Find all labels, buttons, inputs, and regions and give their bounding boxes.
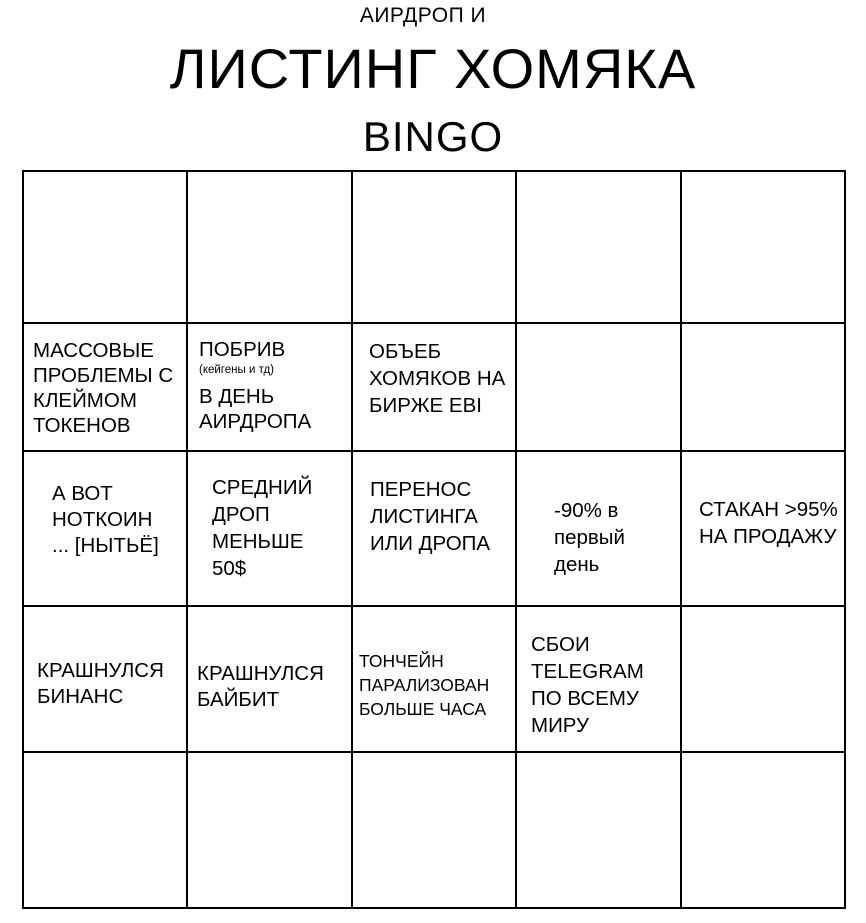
page-subtitle: АИРДРОП И — [359, 4, 487, 27]
bingo-cell-r4c5[interactable] — [682, 607, 846, 753]
cell-text: -90% в первый день — [554, 499, 625, 576]
cell-text: СБОИ TELEGRAM ПО ВСЕМУ МИРУ — [531, 633, 644, 737]
bingo-cell-r1c5[interactable] — [682, 172, 846, 324]
cell-text-block — [199, 337, 349, 434]
cell-text: ПЕРЕНОС ЛИСТИНГА ИЛИ ДРОПА — [370, 478, 491, 555]
bingo-cell-r2c3[interactable] — [353, 324, 517, 452]
cell-text: МАССОВЫЕ ПРОБЛЕМЫ С КЛЕЙМОМ ТОКЕНОВ — [33, 339, 174, 437]
bingo-cell-r5c2[interactable] — [188, 753, 353, 909]
bingo-cell-r2c5[interactable] — [682, 324, 846, 452]
cell-text: ТОНЧЕЙН ПАРАЛИЗОВАН БОЛЬШЕ ЧАСА — [359, 651, 490, 719]
bingo-cell-r3c3[interactable] — [353, 452, 517, 607]
bingo-cell-r4c4[interactable] — [517, 607, 682, 753]
cell-text: А ВОТ НОТКОИН ... [НЫТЬЁ] — [52, 482, 159, 557]
bingo-cell-r5c5[interactable] — [682, 753, 846, 909]
bingo-cell-r3c4[interactable] — [517, 452, 682, 607]
cell-text: СТАКАН >95% НА ПРОДАЖУ — [699, 498, 838, 548]
bingo-cell-r3c2[interactable] — [188, 452, 353, 607]
cell-note: (кейгены и тд) — [199, 364, 275, 376]
cell-text: В ДЕНЬ АИРДРОПА — [199, 385, 312, 433]
page-title: ЛИСТИНГ ХОМЯКА — [169, 37, 697, 100]
bingo-cell-r3c1[interactable] — [24, 452, 188, 607]
cell-text: ПОБРИВ — [199, 338, 286, 361]
bingo-cell-r1c2[interactable] — [188, 172, 353, 324]
bingo-label: BINGO — [362, 113, 504, 160]
cell-text: ОБЪЕБ ХОМЯКОВ НА БИРЖЕ EBI — [369, 340, 506, 417]
bingo-cell-r5c3[interactable] — [353, 753, 517, 909]
cell-text: КРАШНУЛСЯ БИНАНС — [37, 659, 164, 708]
bingo-cell-r1c1[interactable] — [24, 172, 188, 324]
bingo-cell-r5c1[interactable] — [24, 753, 188, 909]
bingo-grid — [22, 170, 846, 909]
cell-text: КРАШНУЛСЯ БАЙБИТ — [197, 662, 324, 711]
bingo-cell-r4c1[interactable] — [24, 607, 188, 753]
bingo-cell-r5c4[interactable] — [517, 753, 682, 909]
bingo-cell-r1c4[interactable] — [517, 172, 682, 324]
bingo-cell-r4c2[interactable] — [188, 607, 353, 753]
bingo-cell-r1c3[interactable] — [353, 172, 517, 324]
bingo-cell-r3c5[interactable] — [682, 452, 846, 607]
bingo-cell-r2c1[interactable] — [24, 324, 188, 452]
bingo-cell-r2c2[interactable] — [188, 324, 353, 452]
bingo-cell-r2c4[interactable] — [517, 324, 682, 452]
cell-text: СРЕДНИЙ ДРОП МЕНЬШЕ 50$ — [212, 476, 313, 580]
bingo-cell-r4c3[interactable] — [353, 607, 517, 753]
